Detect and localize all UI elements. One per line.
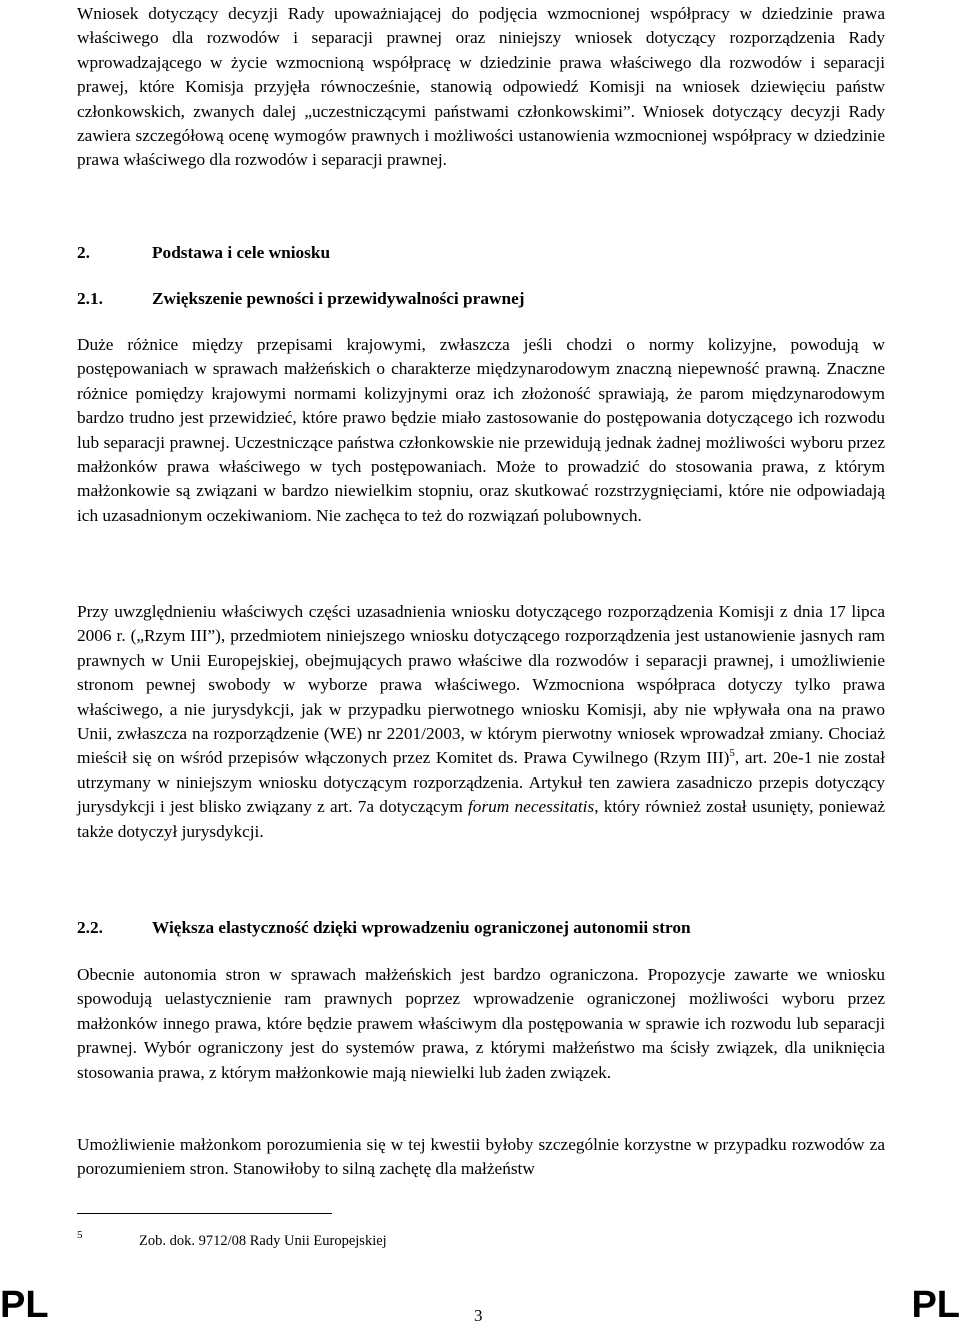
heading-section-2-1 xyxy=(77,287,885,311)
language-code-right: PL xyxy=(911,1284,960,1326)
footnote-separator xyxy=(77,1213,332,1214)
footnote-reference[interactable]: 5 xyxy=(729,747,735,760)
paragraph-rome-iii xyxy=(77,600,885,844)
footnote-text: Zob. dok. 9712/08 Rady Unii Europejskiej xyxy=(139,1233,387,1249)
paragraph-agreement: Umożliwienie małżonkom porozumienia się w tej kwestii byłoby szczególnie korzystne w przypadku rozwodów za porozumieniem stron. Stanowiłoby to silną zachętę dla małżeństw xyxy=(77,1135,885,1179)
paragraph-intro: Wniosek dotyczący decyzji Rady upoważniającej do podjęcia wzmocnionej współpracy w dziedzinie prawa właściwego dla rozwodów i separacji prawnej oraz niniejszy wniosek dotyczący rozporządzenia Rady wprowadzającego w życie wzmocnioną współpracę w dziedzinie prawa właściwego dla rozwodów i separacji prawej, które Komisja przyjęła równocześnie, stanowią odpowiedź Komisji na wniosek dziewięciu państw członkowskich, zwanych dalej „uczestniczącymi państwami członkowskimi”. Wniosek dotyczący decyzji Rady zawiera szczegółową ocenę wymogów prawnych i możliwości ustanowienia wzmocnionej współpracy w dziedzinie prawa właściwego dla rozwodów i separacji prawnej. xyxy=(77,4,885,170)
heading-number: 2.1. xyxy=(77,289,103,308)
paragraph-autonomy: Obecnie autonomia stron w sprawach małżeńskich jest bardzo ograniczona. Propozycje zawarte we wniosku spowodują uelastycznienie ram prawnych poprzez wprowadzenie ograniczonej możliwości wyboru przez małżonków innego prawa, które będzie prawem właściwym dla postępowania w sprawie ich rozwodu lub separacji prawnej. Wybór ograniczony jest do systemów prawa, z którymi małżeństwo ma ścisły związek, dla uniknięcia stosowania prawa, z którym małżonkowie mają niewielki lub żaden związek. xyxy=(77,965,885,1082)
language-code-left: PL xyxy=(0,1284,49,1326)
heading-number: 2.2. xyxy=(77,918,103,937)
heading-number: 2. xyxy=(77,243,90,262)
italic-term: forum necessitatis xyxy=(468,797,595,817)
heading-title: Podstawa i cele wniosku xyxy=(152,243,331,262)
footnote xyxy=(77,1229,387,1250)
paragraph-legal-certainty: Duże różnice między przepisami krajowymi, zwłaszcza jeśli chodzi o normy kolizyjne, powodują w postępowaniach w sprawach małżeńskich o charakterze międzynarodowym znaczną niepewność prawną. Znaczne różnice pomiędzy krajowymi normami kolizyjnymi oraz ich złożoność sprawiają, że parom międzynarodowym bardzo trudno jest przewidzieć, które prawo będzie miało zastosowanie do postępowania dotyczącego ich rozwodu lub separacji prawnej. Uczestniczące państwa członkowskie nie przewidują jednak żadnej możliwości wyboru przez małżonków prawa właściwego w tych postępowaniach. Może to prowadzić do stosowania prawa, z którym małżonkowie są związani w bardzo niewielkim stopniu, oraz skutkować rozstrzygnięciami, które nie odpowiadają ich uzasadnionym oczekiwaniom. Nie zachęca to też do rozwiązań polubownych. xyxy=(77,335,885,525)
paragraph-text: , który również został usunięty, ponieważ także dotyczył jurysdykcji. xyxy=(77,797,885,841)
heading-title: Zwiększenie pewności i przewidywalności prawnej xyxy=(152,289,525,308)
footnote-number: 5 xyxy=(77,1229,83,1241)
paragraph-text: Przy uwzględnieniu właściwych części uzasadnienia wniosku dotyczącego rozporządzenia Komisji z dnia 17 lipca 2006 r. („Rzym III”), przedmiotem niniejszego wniosku dotyczącego rozporządzenia jest ustanowienie jasnych ram prawnych w Unii Europejskiej, obejmujących prawo właściwe dla rozwodów i separacji prawnej, i umożliwienie stronom pewnej swobody w wyborze prawa właściwego. Wzmocniona współpraca dotyczy tylko prawa właściwego, a nie jurysdykcji, jak w przypadku pierwotnego wniosku Komisji, aby nie wpływała ona na prawo Unii, zwłaszcza na rozporządzenie (WE) nr 2201/2003, w którym pierwotny wniosek wprowadzał zmiany. Chociaż mieścił się on wśród przepisów włączonych przez Komitet ds. Prawa Cywilnego (Rzym III) xyxy=(77,602,885,768)
page-number: 3 xyxy=(474,1306,483,1325)
paragraph-text: , art. 20e-1 nie został utrzymany w niniejszym wniosku dotyczącym rozporządzenia. Artykuł ten zawiera zasadniczo przepis dotyczący jurysdykcji i jest blisko związany z art. 7a dotyczącym xyxy=(77,748,885,817)
heading-section-2 xyxy=(77,241,885,265)
heading-section-2-2 xyxy=(77,916,885,940)
heading-title: Większa elastyczność dzięki wprowadzeniu ograniczonej autonomii stron xyxy=(152,918,691,937)
